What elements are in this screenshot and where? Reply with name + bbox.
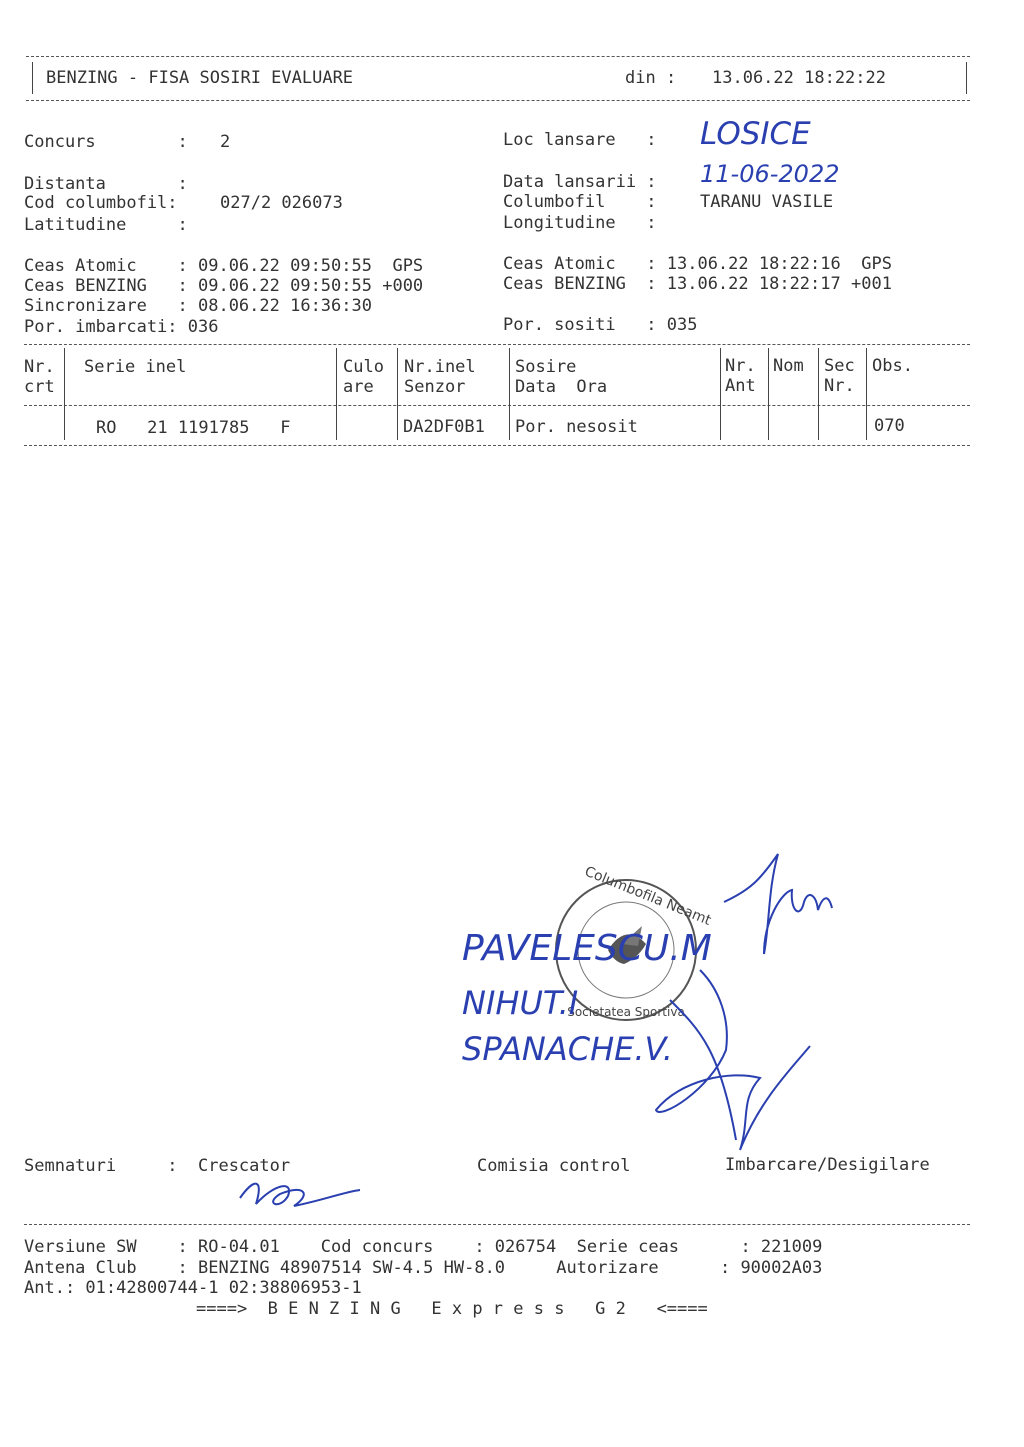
- footer-ant: Ant.: 01:42800744-1 02:38806953-1: [24, 1278, 362, 1298]
- th-are: are: [343, 377, 374, 397]
- din-label: din :: [625, 68, 677, 88]
- signature-scribble-top: [720, 850, 840, 960]
- handwritten-name-1: PAVELESCU.M: [462, 928, 712, 969]
- header-left-bar: [32, 62, 33, 94]
- sincronizare: Sincronizare : 08.06.22 16:36:30: [24, 296, 372, 316]
- concurs-value: 2: [220, 132, 231, 152]
- table-header-rule: [24, 405, 970, 406]
- por-sositi: Por. sositi : 035: [503, 315, 698, 335]
- footer-antena: Antena Club : BENZING 48907514 SW-4.5 HW-8.0 Autorizare : 90002A03: [24, 1258, 823, 1278]
- table-top-rule: [24, 344, 970, 345]
- semnaturi-label: Semnaturi : Crescator: [24, 1156, 291, 1176]
- col-sep-nom: [818, 348, 819, 440]
- th-nr-ant: Nr.: [725, 356, 756, 376]
- footer-versiune: Versiune SW : RO-04.01 Cod concurs : 026754 Serie ceas : 221009: [24, 1237, 823, 1257]
- concurs-label: Concurs :: [24, 132, 188, 152]
- distanta-label: Distanta :: [24, 174, 188, 194]
- th-sosire: Sosire: [515, 357, 577, 377]
- crescator-signature: [234, 1174, 364, 1224]
- th-culo: Culo: [343, 357, 384, 377]
- col-sep-nr: [64, 348, 65, 440]
- header-right-bar: [966, 62, 967, 94]
- col-sep-sec: [866, 348, 867, 440]
- col-sep-serie: [336, 348, 337, 440]
- th-sec: Sec: [824, 356, 855, 376]
- svg-text:Societatea Sportiva: Societatea Sportiva: [567, 1005, 685, 1019]
- col-sep-ant: [768, 348, 769, 440]
- ceas-benzing-left: Ceas BENZING : 09.06.22 09:50:55 +000: [24, 276, 424, 296]
- svg-text:Columbofila Neamt: Columbofila Neamt: [582, 863, 714, 929]
- handwritten-name-3: SPANACHE.V.: [462, 1030, 673, 1068]
- footer-express: ====> B E N Z I N G E x p r e s s G 2 <====: [196, 1299, 708, 1319]
- ceas-atomic-left: Ceas Atomic : 09.06.22 09:50:55 GPS: [24, 256, 424, 276]
- loc-lansare-value: LOSICE: [700, 116, 811, 152]
- col-sep-sosire: [720, 348, 721, 440]
- signature-scribble-bottom: [640, 960, 820, 1160]
- ceas-benzing-right: Ceas BENZING : 13.06.22 18:22:17 +001: [503, 274, 892, 294]
- document-title: BENZING - FISA SOSIRI EVALUARE: [46, 68, 354, 88]
- th-nom: Nom: [773, 356, 804, 376]
- comisia-control-label: Comisia control: [477, 1156, 631, 1176]
- cod-columbofil-label: Cod columbofil:: [24, 193, 178, 213]
- data-lansarii-label: Data lansarii :: [503, 172, 657, 192]
- imbarcare-label: Imbarcare/Desigilare: [725, 1155, 930, 1175]
- cell-senzor: DA2DF0B1: [403, 417, 485, 437]
- th-crt: crt: [24, 377, 55, 397]
- por-imbarcati: Por. imbarcati: 036: [24, 317, 219, 337]
- th-obs: Obs.: [872, 356, 913, 376]
- col-sep-culoare: [397, 348, 398, 440]
- latitudine-label: Latitudine :: [24, 215, 188, 235]
- th-senzor: Senzor: [404, 377, 466, 397]
- th-ant: Ant: [725, 376, 756, 396]
- longitudine-label: Longitudine :: [503, 213, 657, 233]
- header-top-rule: [26, 56, 970, 57]
- cell-sosire: Por. nesosit: [515, 417, 638, 437]
- th-data-ora: Data Ora: [515, 377, 608, 397]
- cell-serie-inel: RO 21 1191785 F: [96, 418, 291, 438]
- columbofil-label: Columbofil :: [503, 192, 657, 212]
- th-nr: Nr.: [24, 357, 55, 377]
- cell-obs: 070: [874, 416, 905, 436]
- handwritten-name-2: NIHUT.I: [462, 984, 579, 1022]
- header-bottom-rule: [26, 100, 970, 101]
- th-sec-nr: Nr.: [824, 376, 855, 396]
- col-sep-senzor: [509, 348, 510, 440]
- th-nr-inel: Nr.inel: [404, 357, 476, 377]
- data-lansarii-value: 11-06-2022: [700, 160, 840, 188]
- footer-rule: [24, 1224, 970, 1225]
- columbofil-value: TARANU VASILE: [700, 192, 834, 212]
- table-bottom-rule: [24, 445, 970, 446]
- loc-lansare-label: Loc lansare :: [503, 130, 657, 150]
- cod-columbofil-value: 027/2 026073: [220, 193, 343, 213]
- ceas-atomic-right: Ceas Atomic : 13.06.22 18:22:16 GPS: [503, 254, 892, 274]
- th-serie-inel: Serie inel: [84, 357, 187, 377]
- din-value: 13.06.22 18:22:22: [712, 68, 886, 88]
